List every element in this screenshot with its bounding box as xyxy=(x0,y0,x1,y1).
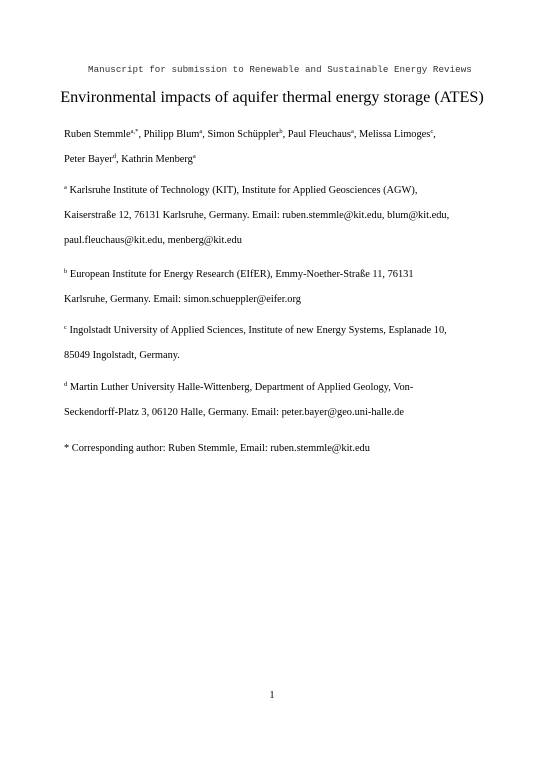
affiliation-d xyxy=(64,375,484,425)
author-line-2 xyxy=(64,147,484,172)
author-affiliation-mark: a xyxy=(350,128,354,135)
affiliation-mark: a xyxy=(64,184,67,191)
affiliation-a xyxy=(64,178,484,253)
author-affiliation-mark: a,* xyxy=(130,128,139,135)
affiliation-line: Kaiserstraße 12, 76131 Karlsruhe, Germany. Email: ruben.stemmle@kit.edu, blum@kit.edu, xyxy=(64,210,450,221)
affiliation-mark: b xyxy=(64,268,68,275)
running-header: Manuscript for submission to Renewable and Sustainable Energy Reviews xyxy=(88,64,472,75)
affiliation-line: paul.fleuchaus@kit.edu, menberg@kit.edu xyxy=(64,235,242,246)
author-affiliation-mark: d xyxy=(112,153,117,160)
affiliation-line: Karlsruhe, Germany. Email: simon.schueppler@eifer.org xyxy=(64,294,301,305)
corresponding-author xyxy=(64,436,484,461)
affiliation-line xyxy=(64,375,484,400)
affiliation-line xyxy=(64,178,484,203)
affiliation-line: 85049 Ingolstadt, Germany. xyxy=(64,350,180,361)
author-name: , Simon Schüppler xyxy=(202,129,280,140)
author-affiliation-mark: a xyxy=(192,153,196,160)
paper-title: Environmental impacts of aquifer thermal energy storage (ATES) xyxy=(60,88,484,106)
author-separator: , xyxy=(433,129,436,140)
author-line-1 xyxy=(64,122,484,147)
affiliation-line: Seckendorff-Platz 3, 06120 Halle, Germany. Email: peter.bayer@geo.uni-halle.de xyxy=(64,407,404,418)
author-name: Peter Bayer xyxy=(64,154,113,165)
author-list xyxy=(64,122,484,172)
affiliation-text: Karlsruhe Institute of Technology (KIT), Institute for Applied Geosciences (AGW), xyxy=(66,185,418,196)
affiliation-line xyxy=(64,318,484,343)
affiliation-text: Martin Luther University Halle-Wittenberg, Department of Applied Geology, Von- xyxy=(67,382,414,393)
page-number: 1 xyxy=(269,690,275,701)
author-name: Ruben Stemmle xyxy=(64,129,131,140)
affiliation-text: European Institute for Energy Research (EIfER), Emmy-Noether-Straße 11, 76131 xyxy=(67,269,414,280)
author-affiliation-mark: a xyxy=(199,128,203,135)
corresponding-author-text: * Corresponding author: Ruben Stemmle, Email: ruben.stemmle@kit.edu xyxy=(64,443,370,454)
author-name: , Kathrin Menberg xyxy=(116,154,193,165)
author-name: , Paul Fleuchaus xyxy=(282,129,351,140)
affiliation-text: Ingolstadt University of Applied Sciences, Institute of new Energy Systems, Esplanade 10, xyxy=(66,325,447,336)
author-affiliation-mark: c xyxy=(430,128,434,135)
affiliation-b xyxy=(64,262,484,312)
author-name: , Philipp Blum xyxy=(138,129,200,140)
affiliation-mark: d xyxy=(64,381,68,388)
affiliation-mark: c xyxy=(64,324,67,331)
affiliation-line xyxy=(64,262,484,287)
affiliation-c xyxy=(64,318,484,368)
author-name: , Melissa Limoges xyxy=(353,129,431,140)
author-affiliation-mark: b xyxy=(279,128,283,135)
